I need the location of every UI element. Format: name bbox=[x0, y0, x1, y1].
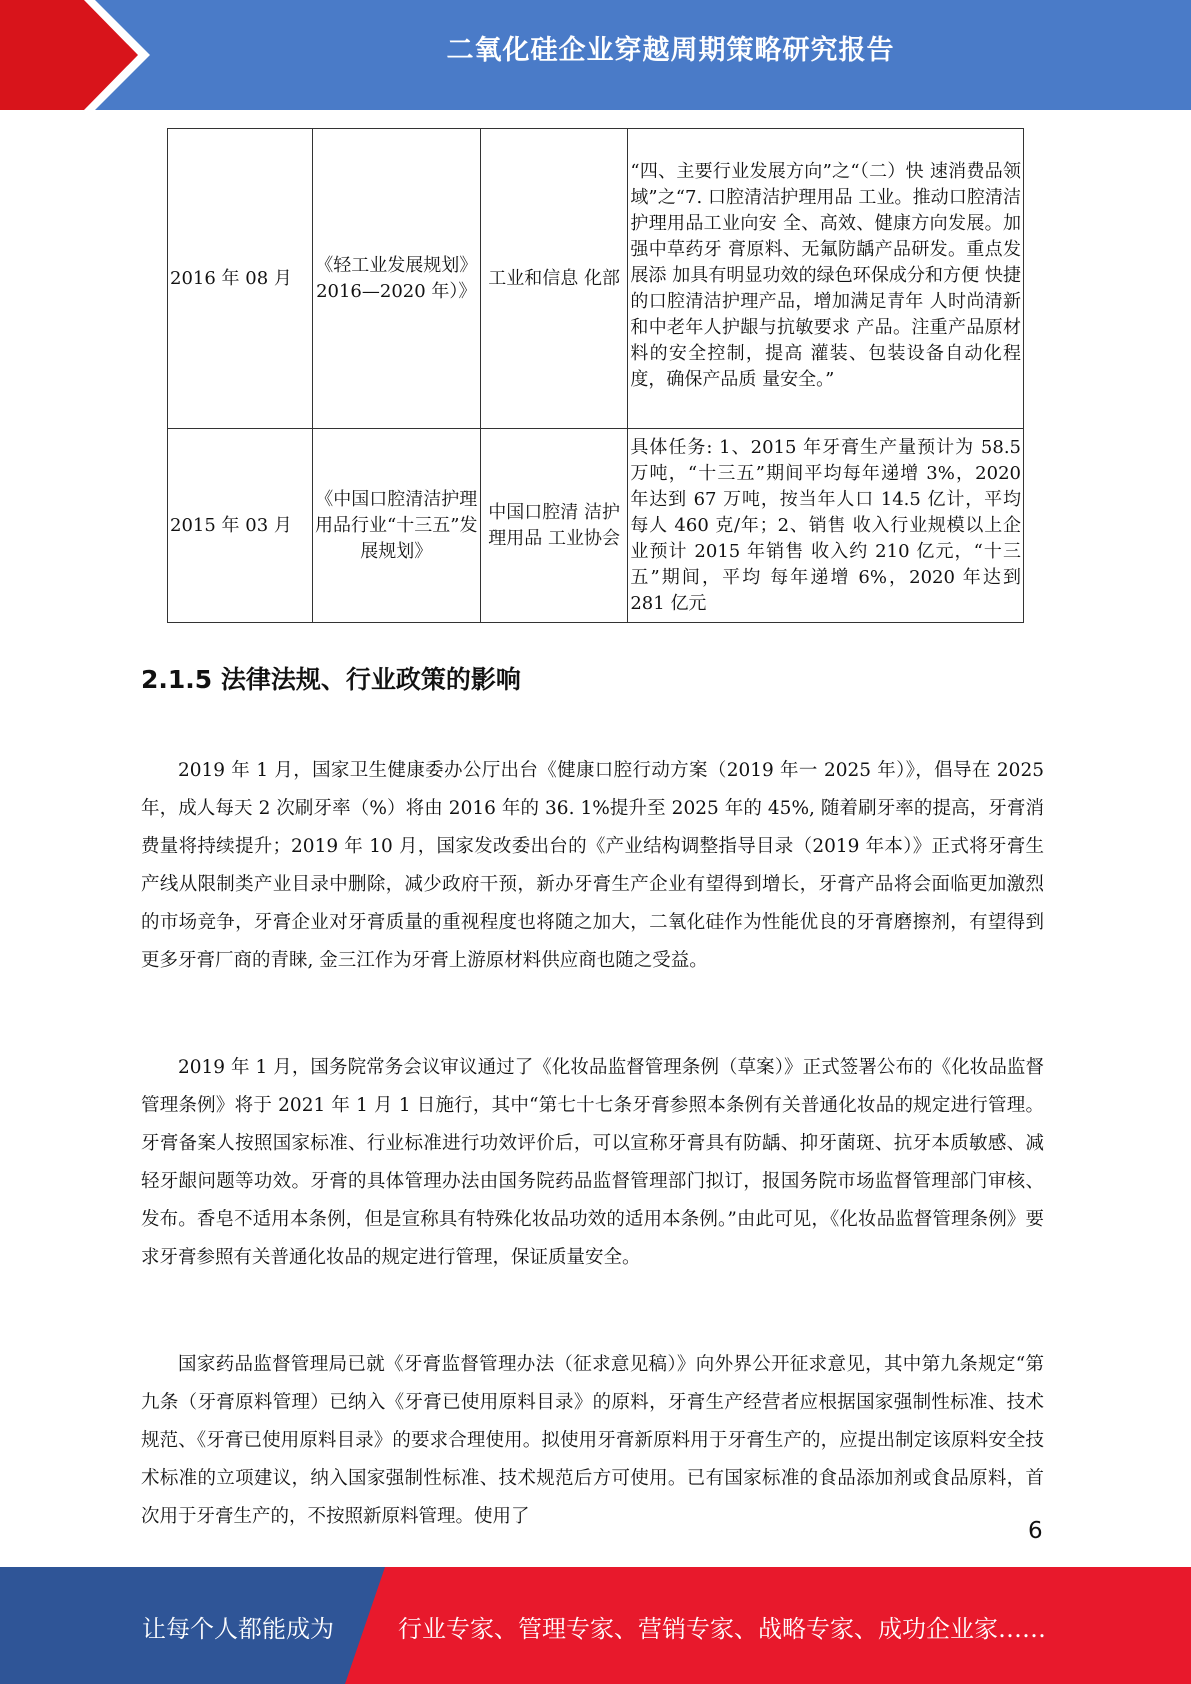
table-cell-department: 中国口腔清 洁护理用品 工业协会 bbox=[480, 429, 627, 623]
body-paragraph: 国家药品监督管理局已就《牙膏监督管理办法（征求意见稿）》向外界公开征求意见，其中第九条规定“第九条（牙膏原料管理）已纳入《牙膏已使用原料目录》的原料，牙膏生产经营者应根据国家强制性标准、技术规范、《牙膏已使用原料目录》的要求合理使用。拟使用牙膏新原料用于牙膏生产的，应提出制定该原料安全技术标准的立项建议，纳入国家强制性标准、技术规范后方可使用。已有国家标准的食品添加剂或食品原料，首次用于牙膏生产的，不按照新原料管理。使用了 bbox=[141, 1353, 1044, 1527]
table-row bbox=[168, 129, 1024, 429]
table-cell-name: 《轻工业发展规划》2016—2020 年）》 bbox=[312, 129, 480, 429]
table-cell-content: “四、主要行业发展方向”之“（二）快 速消费品领域”之“7. 口腔清洁护理用品 工业。推动口腔清洁护理用品工业向安 全、高效、健康方向发展。加强中草药牙 膏原料、无氟防龋产品研发。重点发展添 加具有明显功效的绿色环保成分和方便 快捷的口腔清洁护理产品，增加满足青年 人时尚清新和中老年人护龈与抗敏要求 产品。注重产品原材料的安全控制，提高 灌装、包装设备自动化程度，确保产品质 量安全。” bbox=[628, 129, 1024, 429]
table-cell-date: 2015 年 03 月 bbox=[168, 429, 313, 623]
body-paragraph: 2019 年 1 月，国家卫生健康委办公厅出台《健康口腔行动方案（2019 年一 2025 年）》，倡导在 2025 年，成人每天 2 次刷牙率（%）将由 2016 年的 36. 1%提升至 2025 年的 45%, 随着刷牙率的提高，牙膏消费量将持续提升；2019 年 10 月，国家发改委出台的《产业结构调整指导目录（2019 年本）》正式将牙膏生产线从限制类产业目录中删除，减少政府干预，新办牙膏生产企业有望得到增长，牙膏产品将会面临更加激烈的市场竞争，牙膏企业对牙膏质量的重视程度也将随之加大，二氧化硅作为性能优良的牙膏磨擦剂，有望得到更多牙膏厂商的青睐, 金三江作为牙膏上游原材料供应商也随之受益。 bbox=[141, 759, 1044, 971]
table-cell-department: 工业和信息 化部 bbox=[480, 129, 627, 429]
section-heading: 2.1.5 法律法规、行业政策的影响 bbox=[141, 665, 521, 694]
table-cell-date: 2016 年 08 月 bbox=[168, 129, 313, 429]
table-cell-content: 具体任务: 1、2015 年牙膏生产量预计为 58.5 万吨，“十三五”期间平均每年递增 3%，2020 年达到 67 万吨，按当年人口 14.5 亿计，平均每人 460 克/年；2、销售 收入行业规模以上企业预计 2015 年销售 收入约 210 亿元，“十三五”期间，平均 每年递增 6%，2020 年达到 281 亿元 bbox=[628, 429, 1024, 623]
page-number: 6 bbox=[1028, 1518, 1043, 1544]
table-cell-name: 《中国口腔清洁护理用品行业“十三五”发展规划》 bbox=[312, 429, 480, 623]
body-paragraph: 2019 年 1 月，国务院常务会议审议通过了《化妆品监督管理条例（草案）》正式签署公布的《化妆品监督管理条例》将于 2021 年 1 月 1 日施行，其中“第七十七条牙膏参照本条例有关普通化妆品的规定进行管理。牙膏备案人按照国家标准、行业标准进行功效评价后，可以宣称牙膏具有防龋、抑牙菌斑、抗牙本质敏感、减轻牙龈问题等功效。牙膏的具体管理办法由国务院药品监督管理部门拟订，报国务院市场监督管理部门审核、发布。香皂不适用本条例，但是宣称具有特殊化妆品功效的适用本条例。”由此可见，《化妆品监督管理条例》要求牙膏参照有关普通化妆品的规定进行管理，保证质量安全。 bbox=[141, 1056, 1044, 1268]
policy-table bbox=[167, 128, 1024, 623]
header-title: 二氧化硅企业穿越周期策略研究报告 bbox=[446, 35, 895, 66]
footer-slogan-left: 让每个人都能成为 bbox=[142, 1615, 334, 1643]
page-footer bbox=[0, 1567, 1191, 1684]
table-row bbox=[168, 429, 1024, 623]
page-header bbox=[0, 0, 1191, 110]
footer-slogan-right: 行业专家、管理专家、营销专家、战略专家、成功企业家…… bbox=[398, 1615, 1046, 1643]
